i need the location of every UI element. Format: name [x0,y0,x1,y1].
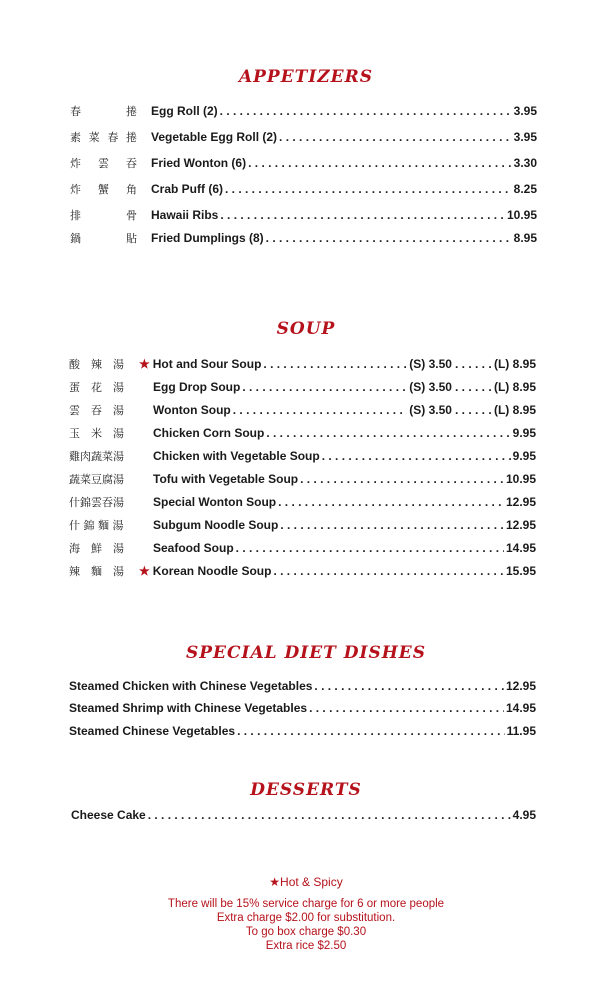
menu-item [153,518,536,534]
item-price: 12.95 [505,495,536,509]
menu-item [153,426,536,442]
item-name: Hawaii Ribs [151,208,219,222]
desserts-title: DESSERTS [250,780,362,800]
to-go-box-note: To go box charge $0.30 [245,926,367,938]
menu-item [69,724,536,740]
item-name: Vegetable Egg Roll (2) [151,130,278,144]
chinese-name: 玉 米 湯 [69,427,124,440]
item-name: Steamed Shrimp with Chinese Vegetables [69,701,308,715]
menu-item [153,380,536,396]
item-name: Special Wonton Soup [153,495,277,509]
dot-leader [225,182,512,196]
dot-leader [148,808,511,822]
chinese-name: 春 捲 [70,105,137,118]
substitution-note: Extra charge $2.00 for substitution. [216,912,396,924]
item-name: Egg Roll (2) [151,104,218,118]
dot-leader [248,156,512,170]
item-price: 3.95 [513,130,537,144]
dot-leader [263,357,407,371]
dot-leader [220,208,505,222]
dot-leader [279,130,512,144]
dot-leader [266,426,510,440]
item-price: 3.30 [513,156,537,170]
dot-leader [300,472,504,486]
item-name: Fried Dumplings (8) [151,231,264,245]
item-price: 10.95 [505,472,536,486]
item-name: Cheese Cake [71,808,146,822]
item-name: Korean Noodle Soup [152,564,272,578]
item-name: Chicken Corn Soup [153,426,265,440]
dot-leader [220,104,512,118]
hot-spicy-icon: ★ [139,357,150,371]
dot-leader [455,380,491,394]
item-name: Wonton Soup [153,403,231,417]
item-name: Subgum Noodle Soup [153,518,279,532]
hot-spicy-icon: ★ [139,564,150,578]
dot-leader [236,541,504,555]
item-price: 11.95 [506,724,536,738]
item-small-price: (S) 3.50 [409,380,452,394]
menu-item [151,231,537,247]
chinese-name: 炸 蟹 角 [70,183,137,196]
item-price: 15.95 [505,564,536,578]
dot-leader [278,495,504,509]
chinese-name: 排 骨 [70,209,137,222]
chinese-name: 雲 吞 湯 [69,404,124,417]
dot-leader [322,449,511,463]
menu-item [69,701,536,717]
chinese-name: 雞肉蔬菜湯 [69,450,124,463]
item-price: 14.95 [505,541,536,555]
dot-leader [266,231,512,245]
item-price: 8.25 [513,182,537,196]
item-name: Hot and Sour Soup [152,357,262,371]
menu-item [153,541,536,557]
dot-leader [309,701,504,715]
dot-leader [273,564,504,578]
chinese-name: 素 菜 春 捲 [70,131,137,144]
item-price: 3.95 [513,104,537,118]
extra-rice-note: Extra rice $2.50 [265,940,347,952]
chinese-name: 海 鮮 湯 [69,542,124,555]
item-small-price: (S) 3.50 [409,403,452,417]
menu-item [151,208,537,224]
item-price: 14.95 [505,701,536,715]
footer-notes [0,897,612,953]
item-name: Fried Wonton (6) [151,156,247,170]
item-price: 9.95 [512,449,536,463]
dot-leader [242,380,407,394]
menu-item [151,130,537,146]
menu-item [151,182,537,198]
soup-title: SOUP [276,319,336,339]
item-price: 10.95 [506,208,537,222]
service-charge-note: There will be 15% service charge for 6 or more people [167,898,445,910]
item-name: Chicken with Vegetable Soup [153,449,320,463]
item-name: Tofu with Vegetable Soup [153,472,299,486]
special-diet-title: SPECIAL DIET DISHES [185,643,427,663]
dot-leader [455,403,491,417]
dot-leader [455,357,491,371]
item-name: Steamed Chinese Vegetables [69,724,236,738]
menu-item [153,495,536,511]
chinese-name: 蔬菜豆腐湯 [69,473,124,486]
menu-item [151,104,537,120]
chinese-name: 炸 雲 吞 [70,157,137,170]
item-price: (L) 8.95 [493,380,536,394]
item-price: 9.95 [512,426,536,440]
item-price: 12.95 [505,679,536,693]
hot-spicy-legend: ★Hot & Spicy [269,875,343,889]
item-price: (L) 8.95 [493,357,536,371]
menu-item [153,472,536,488]
chinese-name: 辣 麵 湯 [69,565,124,578]
menu-item [69,679,536,695]
chinese-name: 什 錦 麵 湯 [69,519,124,532]
menu-item [151,156,537,172]
item-name: Steamed Chicken with Chinese Vegetables [69,679,313,693]
appetizers-title: APPETIZERS [238,67,374,87]
menu-item [153,449,536,465]
item-price: (L) 8.95 [493,403,536,417]
dot-leader [314,679,504,693]
dot-leader [233,403,408,417]
item-price: 12.95 [505,518,536,532]
dot-leader [237,724,505,738]
item-name: Egg Drop Soup [153,380,241,394]
item-price: 4.95 [512,808,536,822]
item-name: Crab Puff (6) [151,182,223,196]
menu-item [153,403,536,419]
item-price: 8.95 [513,231,537,245]
chinese-name: 什錦雲吞湯 [69,496,124,509]
menu-item [139,564,536,580]
chinese-name: 酸 辣 湯 [69,358,124,371]
dot-leader [280,518,504,532]
item-name: Seafood Soup [153,541,234,555]
chinese-name: 蛋 花 湯 [69,381,124,394]
menu-item [139,357,536,373]
item-small-price: (S) 3.50 [409,357,452,371]
menu-item [71,808,536,824]
chinese-name: 鍋 貼 [70,232,137,245]
